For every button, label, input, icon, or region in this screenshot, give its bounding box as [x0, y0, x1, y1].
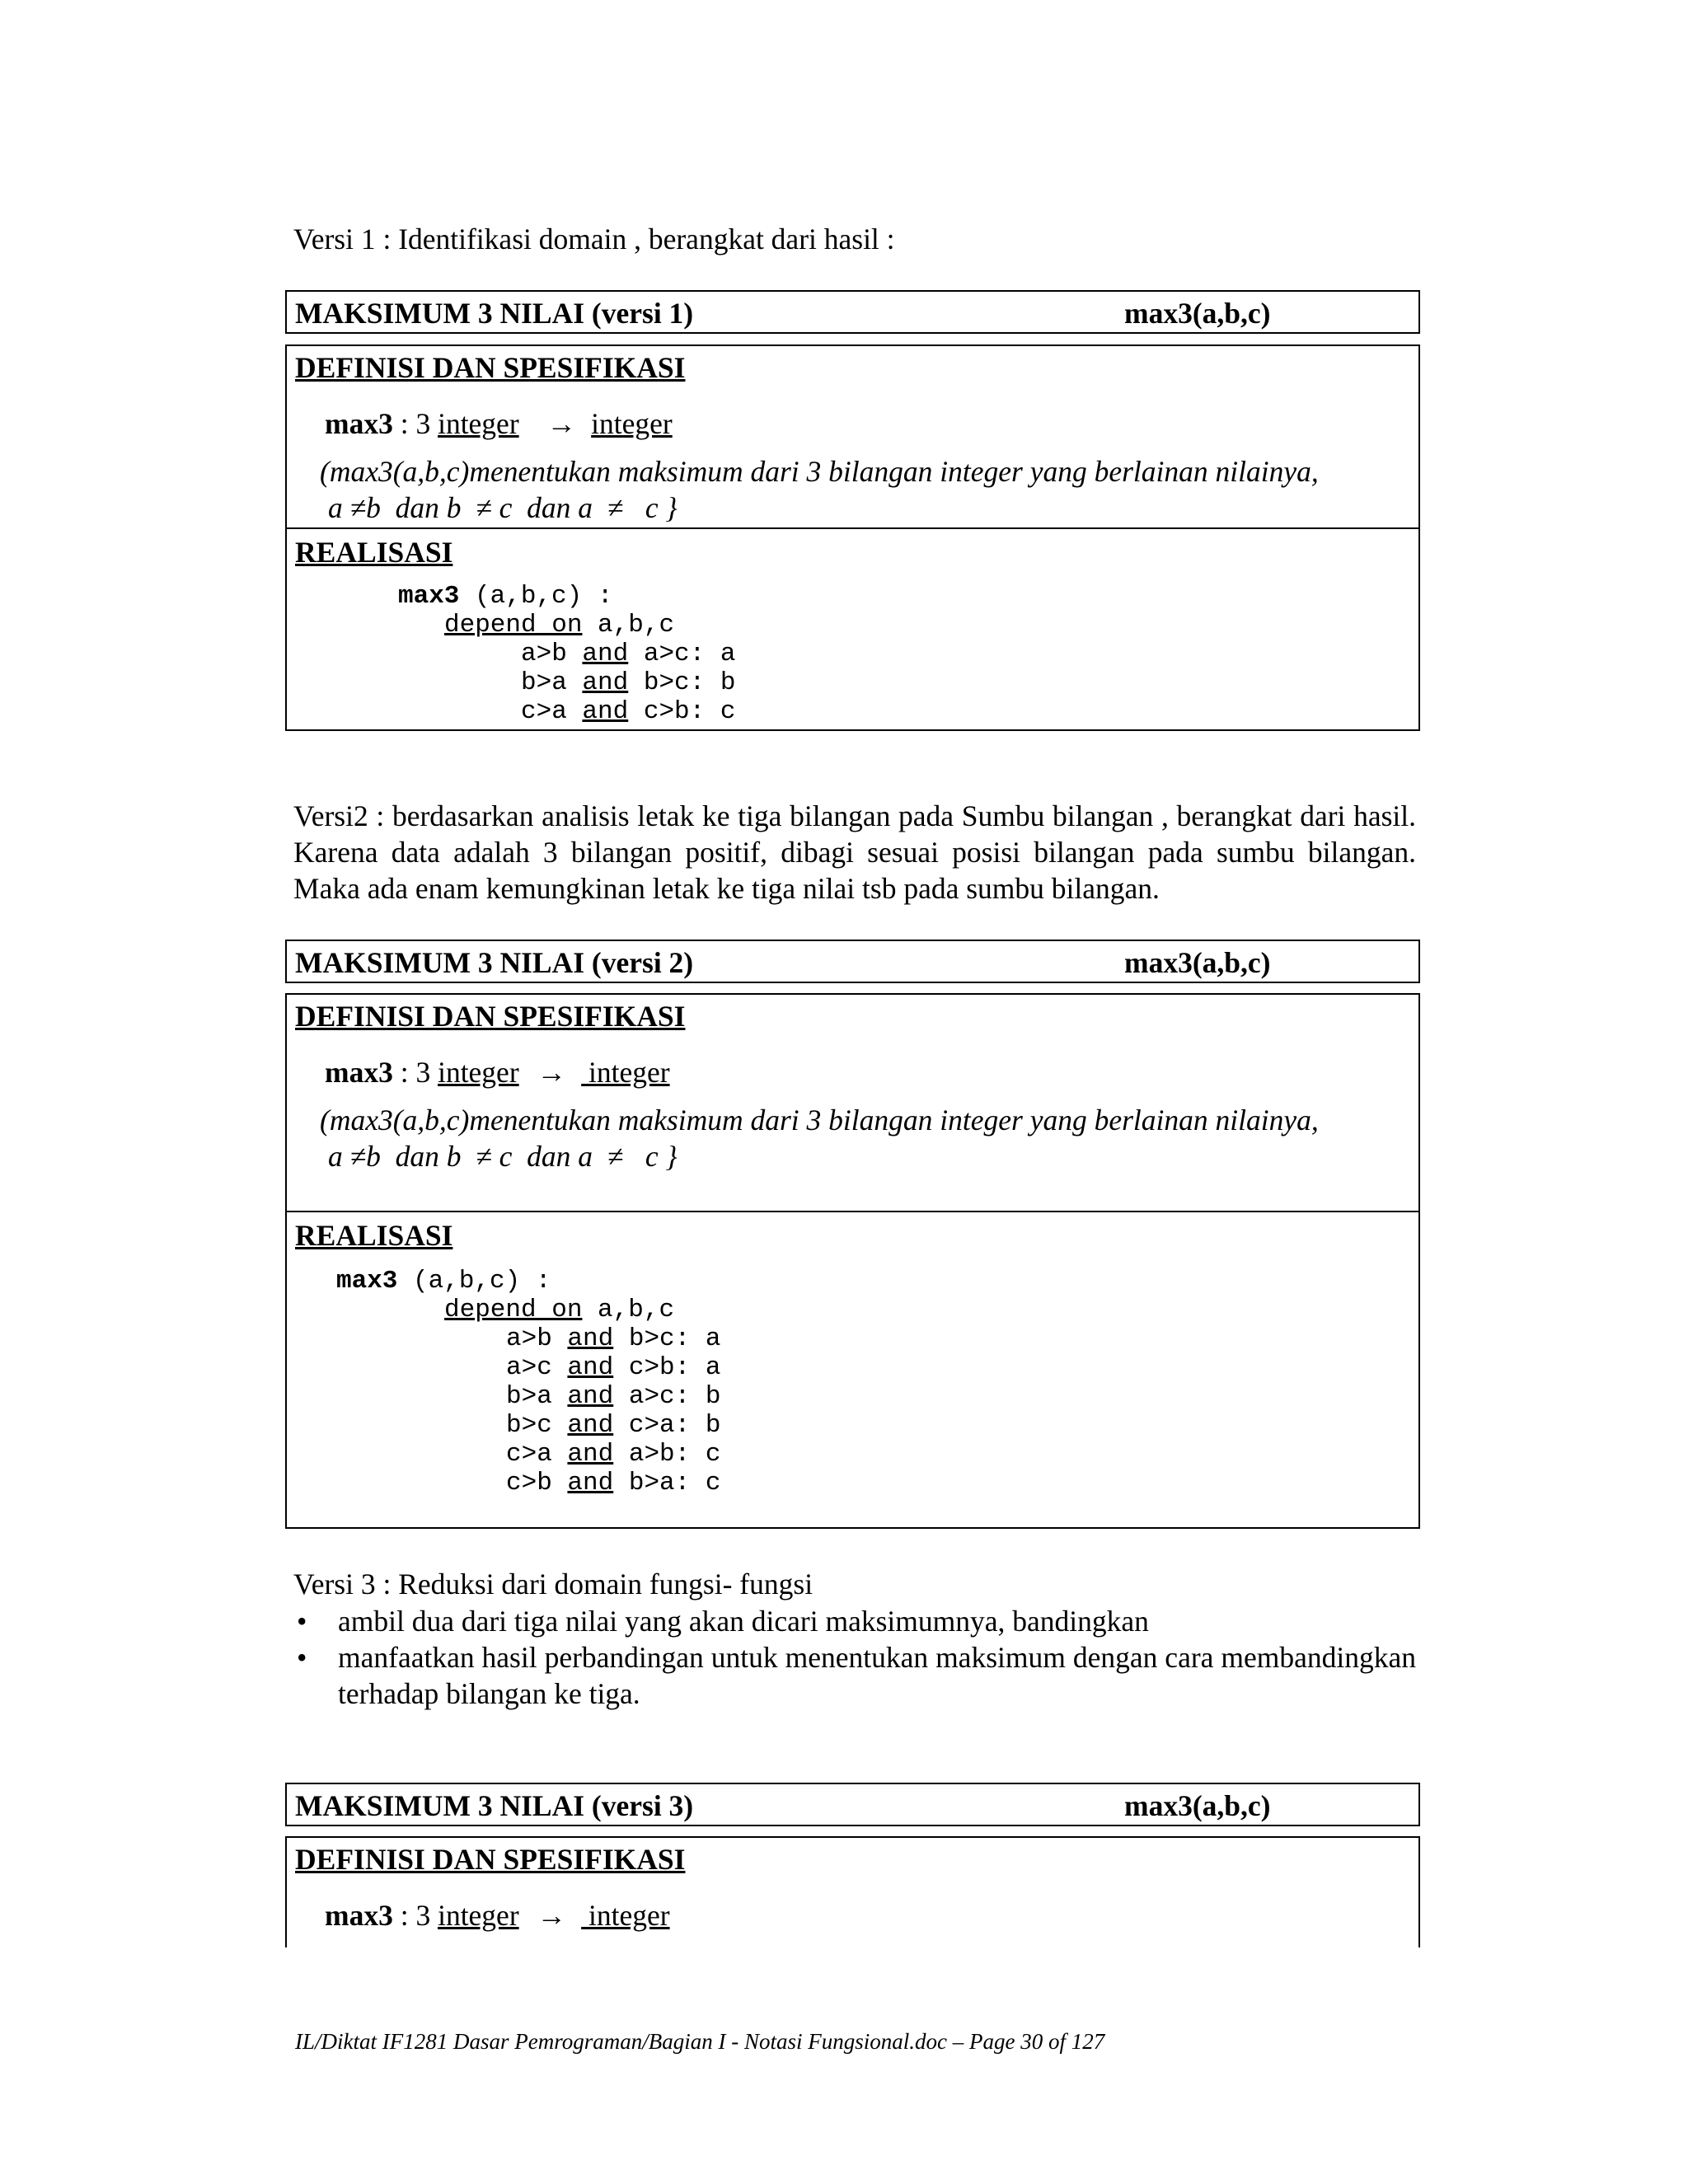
box3-body-frame [285, 1836, 1420, 1947]
box3-arrow-icon: → [537, 1899, 567, 1932]
box2-code-line-1 [506, 1353, 720, 1382]
code-and-keyword: and [567, 1324, 614, 1353]
box1-code-head [398, 582, 612, 611]
box1-code-line-1 [521, 668, 735, 697]
box2-real-label: REALISASI [295, 1219, 453, 1252]
box2-fn-range: integer [581, 1056, 670, 1089]
box2-code-line-3 [506, 1411, 720, 1440]
box2-arrow-icon: → [537, 1056, 567, 1089]
box2-spec-line1: (max3(a,b,c)menentukan maksimum dari 3 bilangan integer yang berlainan nilainya, [320, 1104, 1319, 1137]
intro-versi-2: Versi2 : berdasarkan analisis letak ke tiga bilangan pada Sumbu bilangan , berangkat dari hasil. Karena data adalah 3 bilangan positif, dibagi sesuai posisi bilangan pada sumbu bilangan. Maka ada enam kemungkinan letak ke tiga nilai tsb pada sumbu bilangan. [293, 799, 1416, 905]
intro-versi-1: Versi 1 : Identifikasi domain , berangkat dari hasil : [293, 223, 895, 255]
box1-code-depend [444, 611, 674, 640]
code-cond-left: a>b [506, 1324, 568, 1353]
box2-fn-domain: integer [438, 1056, 519, 1089]
intro-versi-3: Versi 3 : Reduksi dari domain fungsi- fungsi [293, 1568, 814, 1601]
code-and-keyword: and [567, 1382, 614, 1411]
code-cond-right: a>c: a [628, 640, 736, 668]
code-cond-left: c>a [506, 1440, 568, 1469]
box2-signature: max3(a,b,c) [1124, 946, 1271, 979]
code-and-keyword: and [582, 668, 629, 697]
box1-depend-keyword: depend on [444, 611, 583, 640]
box3-def-label: DEFINISI DAN SPESIFIKASI [295, 1843, 686, 1876]
box1-real-label: REALISASI [295, 536, 453, 569]
box1-fn-name: max3 [325, 407, 393, 440]
code-cond-left: b>c [506, 1411, 568, 1440]
code-and-keyword: and [582, 640, 629, 668]
code-and-keyword: and [582, 697, 629, 726]
code-cond-right: c>b: c [628, 697, 736, 726]
box2-fn-name: max3 [325, 1056, 393, 1089]
code-cond-right: a>c: b [613, 1382, 721, 1411]
bullet-text: manfaatkan hasil perbandingan untuk menentukan maksimum dengan cara membandingkan terhadap bilangan ke tiga. [338, 1641, 1416, 1710]
code-cond-right: c>a: b [613, 1411, 721, 1440]
box1-body-frame [285, 344, 1420, 731]
code-and-keyword: and [567, 1469, 614, 1497]
box2-title: MAKSIMUM 3 NILAI (versi 2) [295, 946, 694, 979]
bullet-item [293, 1639, 1416, 1712]
box2-code-head [336, 1267, 551, 1296]
box2-depend-args: a,b,c [582, 1296, 675, 1324]
box2-title-frame [285, 940, 1420, 983]
code-cond-left: a>c [506, 1353, 568, 1382]
box3-fn-name: max3 [325, 1899, 393, 1932]
box1-fn-domain: integer [438, 407, 519, 440]
bullet-item [293, 1603, 1416, 1639]
box3-fn-range: integer [581, 1899, 670, 1932]
bullet-icon: • [297, 1605, 307, 1638]
code-cond-right: b>c: b [628, 668, 736, 697]
bullet-icon: • [297, 1641, 307, 1674]
box1-fn-sep: : 3 [392, 407, 438, 440]
box2-code-line-5 [506, 1469, 720, 1497]
box1-depend-args: a,b,c [582, 611, 675, 640]
box2-divider [287, 1211, 1418, 1212]
box1-fn-signature [325, 407, 673, 440]
box1-spec-line2: a ≠b dan b ≠ c dan a ≠ c } [328, 491, 678, 524]
box1-arrow-icon: → [546, 407, 577, 440]
box1-code-line-2 [521, 697, 735, 726]
box3-title: MAKSIMUM 3 NILAI (versi 3) [295, 1789, 694, 1822]
code-and-keyword: and [567, 1440, 614, 1469]
box1-code-args: (a,b,c) : [459, 582, 613, 611]
code-and-keyword: and [567, 1411, 614, 1440]
box3-fn-domain: integer [438, 1899, 519, 1932]
code-cond-right: b>a: c [613, 1469, 721, 1497]
code-cond-left: c>a [521, 697, 583, 726]
box2-code-args: (a,b,c) : [397, 1267, 551, 1296]
code-and-keyword: and [567, 1353, 614, 1382]
code-cond-right: b>c: a [613, 1324, 721, 1353]
box2-code-line-0 [506, 1324, 720, 1353]
box3-signature: max3(a,b,c) [1124, 1789, 1271, 1822]
code-cond-right: c>b: a [613, 1353, 721, 1382]
box1-title-frame [285, 290, 1420, 334]
box1-title: MAKSIMUM 3 NILAI (versi 1) [295, 297, 694, 330]
box1-def-label: DEFINISI DAN SPESIFIKASI [295, 351, 686, 384]
box1-divider [287, 527, 1418, 529]
box2-fn-signature [325, 1056, 670, 1089]
box2-spec-line2: a ≠b dan b ≠ c dan a ≠ c } [328, 1140, 678, 1173]
code-cond-left: c>b [506, 1469, 568, 1497]
code-cond-left: b>a [521, 668, 583, 697]
box1-spec-line1: (max3(a,b,c)menentukan maksimum dari 3 bilangan integer yang berlainan nilainya, [320, 455, 1319, 488]
code-cond-right: a>b: c [613, 1440, 721, 1469]
box2-depend-keyword: depend on [444, 1296, 583, 1324]
box1-code-fn: max3 [398, 582, 460, 611]
box2-def-label: DEFINISI DAN SPESIFIKASI [295, 1000, 686, 1033]
box2-fn-sep: : 3 [392, 1056, 438, 1089]
box2-code-line-2 [506, 1382, 720, 1411]
box1-signature: max3(a,b,c) [1124, 297, 1271, 330]
box1-fn-range: integer [591, 407, 673, 440]
code-cond-left: a>b [521, 640, 583, 668]
box2-code-depend [444, 1296, 674, 1324]
versi-3-bullets [293, 1603, 1416, 1712]
code-cond-left: b>a [506, 1382, 568, 1411]
bullet-text: ambil dua dari tiga nilai yang akan dicari maksimumnya, bandingkan [338, 1605, 1149, 1638]
box3-fn-sep: : 3 [392, 1899, 438, 1932]
box3-title-frame [285, 1783, 1420, 1826]
box2-body-frame [285, 993, 1420, 1529]
box1-code-line-0 [521, 640, 735, 668]
box2-code-line-4 [506, 1440, 720, 1469]
box2-code-fn: max3 [336, 1267, 398, 1296]
box3-fn-signature [325, 1899, 670, 1932]
page-footer: IL/Diktat IF1281 Dasar Pemrograman/Bagian I - Notasi Fungsional.doc – Page 30 of 127 [295, 2029, 1105, 2054]
